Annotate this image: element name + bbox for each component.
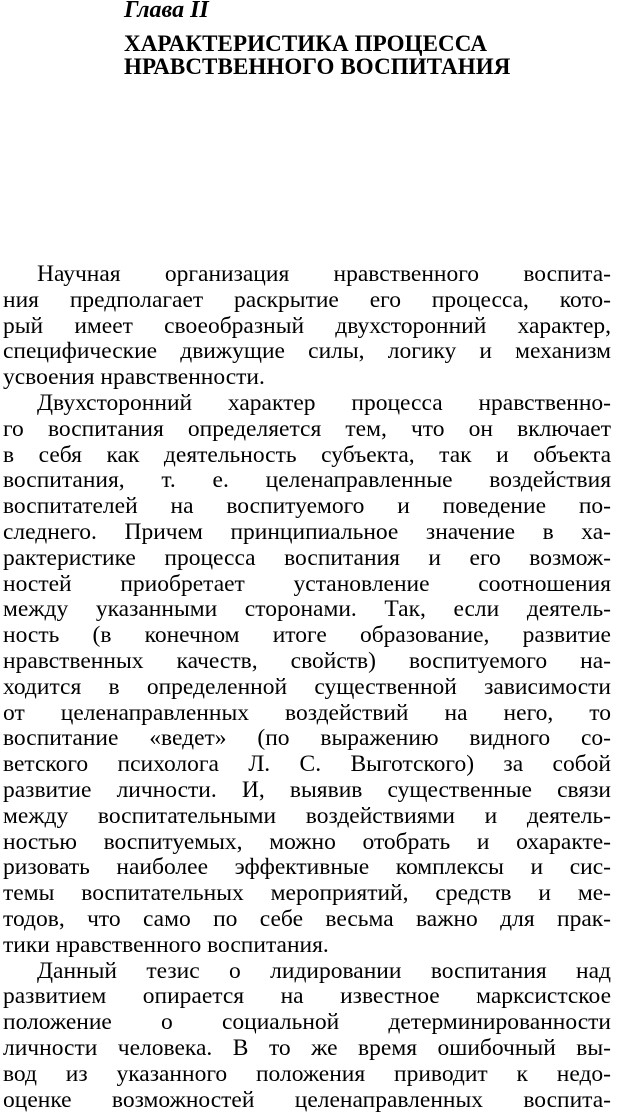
text-line: специфические движущие силы, логику и механизм (3, 339, 611, 365)
chapter-title-line: ХАРАКТЕРИСТИКА ПРОЦЕССА (124, 32, 604, 55)
text-line: положение о социальной детерминированности (3, 1010, 611, 1036)
text-line: вод из указанного положения приводит к недо- (3, 1062, 611, 1088)
chapter-title (124, 32, 604, 78)
text-line: между указанными сторонами. Так, если деятель- (3, 597, 611, 623)
text-line: рактеристике процесса воспитания и его возмож- (3, 546, 611, 572)
text-line: ность (в конечном итоге образование, развитие (3, 623, 611, 649)
text-line: тодов, что само по себе весьма важно для прак- (3, 907, 611, 933)
text-line: ветского психолога Л. С. Выготского) за собой (3, 752, 611, 778)
text-line: воспитания, т. е. целенаправленные воздействия (3, 468, 611, 494)
text-line: Данный тезис о лидировании воспитания над (3, 959, 611, 985)
text-line: ризовать наиболее эффективные комплексы и сис- (3, 855, 611, 881)
text-line: оценке возможностей целенаправленных воспита- (3, 1088, 611, 1113)
text-line: развитием опирается на известное марксистское (3, 984, 611, 1010)
text-line: го воспитания определяется тем, что он включает (3, 417, 611, 443)
chapter-title-line: НРАВСТВЕННОГО ВОСПИТАНИЯ (124, 55, 604, 78)
text-line: воспитание «ведет» (по выражению видного со- (3, 726, 611, 752)
paragraph (3, 959, 611, 1113)
text-line: рый имеет своеобразный двухсторонний характер, (3, 314, 611, 340)
text-line: развитие личности. И, выявив существенные связи (3, 778, 611, 804)
text-line: в себя как деятельность субъекта, так и объекта (3, 443, 611, 469)
chapter-label: Глава II (124, 0, 209, 24)
text-line: следнего. Причем принципиальное значение в ха- (3, 520, 611, 546)
text-line: тики нравственного воспитания. (3, 933, 611, 959)
text-line: ходится в определенной существенной зависимости (3, 675, 611, 701)
text-line: нравственных качеств, свойств) воспитуемого на- (3, 649, 611, 675)
paragraph (3, 262, 611, 391)
text-line: воспитателей на воспитуемого и поведение по- (3, 494, 611, 520)
text-line: темы воспитательных мероприятий, средств и ме- (3, 881, 611, 907)
paragraph (3, 391, 611, 959)
text-line: личности человека. В то же время ошибочный вы- (3, 1036, 611, 1062)
text-line: от целенаправленных воздействий на него, то (3, 701, 611, 727)
text-line: усвоения нравственности. (3, 365, 611, 391)
text-line: ностей приобретает установление соотношения (3, 572, 611, 598)
text-line: между воспитательными воздействиями и деятель- (3, 804, 611, 830)
text-line: Научная организация нравственного воспита- (3, 262, 611, 288)
text-line: ния предполагает раскрытие его процесса, кото- (3, 288, 611, 314)
text-line: ностью воспитуемых, можно отобрать и охаракте- (3, 830, 611, 856)
text-line: Двухсторонний характер процесса нравственно- (3, 391, 611, 417)
body-text (3, 262, 611, 1113)
